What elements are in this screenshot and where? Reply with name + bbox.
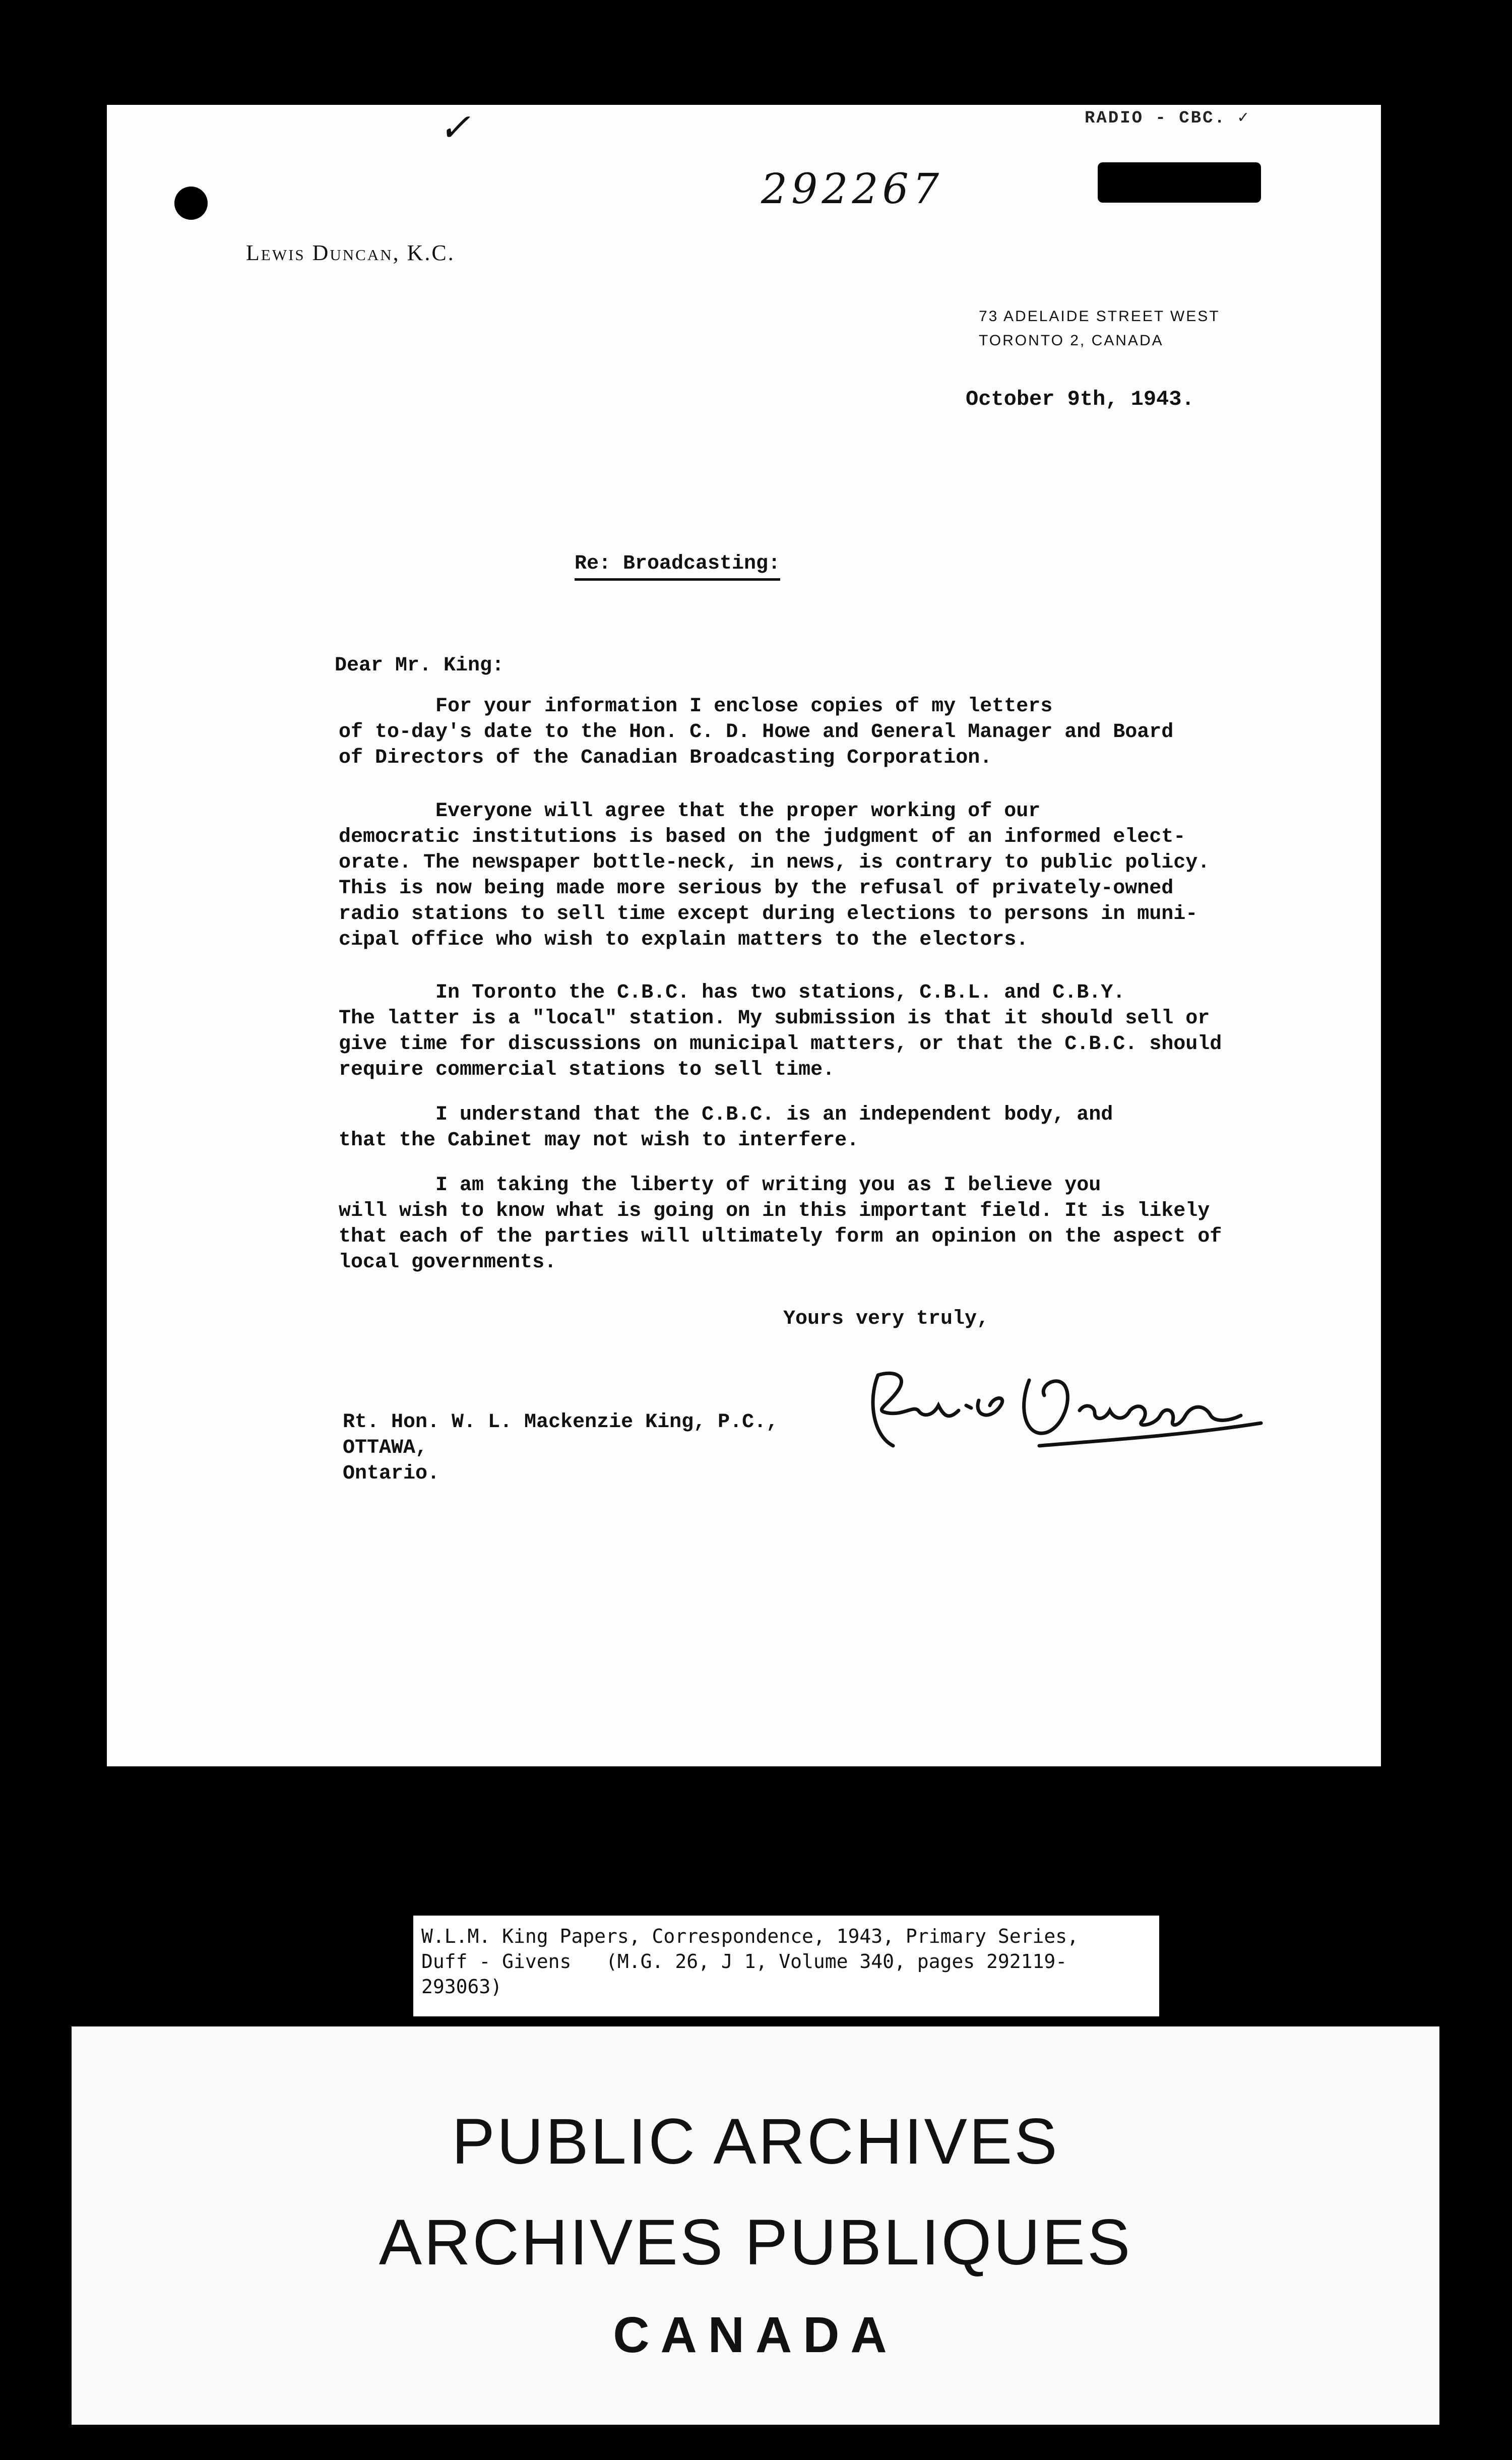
- redaction-bar: [1098, 162, 1261, 203]
- stamp-line-3: CANADA: [613, 2307, 898, 2363]
- stamp-line-1: PUBLIC ARCHIVES: [452, 2106, 1059, 2178]
- paragraph-3: In Toronto the C.B.C. has two stations, C.B.L. and C.B.Y. The latter is a "local" station. My submission is that it should sell or give time for discussions on municipal matters, or that the C.B.C. should require commercial stations to sell time.: [339, 981, 1222, 1081]
- address-line-2: TORONTO 2, CANADA: [979, 332, 1164, 349]
- subject-line: Re: Broadcasting:: [575, 552, 780, 581]
- handwritten-signature: [858, 1345, 1291, 1466]
- document-number: 292267: [761, 165, 943, 213]
- stamp-line-2: ARCHIVES PUBLIQUES: [379, 2206, 1132, 2279]
- letter-page: [107, 105, 1381, 1766]
- paragraph-5: I am taking the liberty of writing you as I believe you will wish to know what is going on in this important field. It is likely that each of the parties will ultimately form an opinion on the aspect of local governments.: [339, 1174, 1222, 1274]
- punch-hole: [174, 187, 208, 220]
- paragraph-2: Everyone will agree that the proper working of our democratic institutions is based on the judgment of an informed elect- orate. The newspaper bottle-neck, in news, is contrary to public policy. This is now being made more serious by the refusal of privately-owned radio stations to sell time except during elections to persons in muni- cipal office who wish to explain matters to the electors.: [339, 800, 1210, 951]
- archives-stamp: [72, 2026, 1439, 2425]
- closing: Yours very truly,: [783, 1308, 989, 1330]
- paragraph-4: I understand that the C.B.C. is an independent body, and that the Cabinet may not wish to interfere.: [339, 1103, 1113, 1152]
- letterhead-sender: Lewis Duncan, K.C.: [246, 240, 455, 265]
- checkmark: ✓: [438, 105, 471, 150]
- salutation: Dear Mr. King:: [335, 654, 505, 677]
- citation-label: W.L.M. King Papers, Correspondence, 1943, Primary Series, Duff - Givens (M.G. 26, J 1, Volume 340, pages 292119- 293063): [413, 1916, 1159, 2016]
- letterhead-address: [979, 304, 1220, 353]
- recipient-address: Rt. Hon. W. L. Mackenzie King, P.C., OTTAWA, Ontario.: [343, 1411, 779, 1485]
- corner-note: RADIO - CBC. ✓: [1085, 109, 1250, 128]
- letter-date: October 9th, 1943.: [966, 387, 1194, 411]
- address-line-1: 73 ADELAIDE STREET WEST: [979, 308, 1220, 325]
- paragraph-1: For your information I enclose copies of my letters of to-day's date to the Hon. C. D. Howe and General Manager and Board of Directors of the Canadian Broadcasting Corporation.: [339, 695, 1174, 769]
